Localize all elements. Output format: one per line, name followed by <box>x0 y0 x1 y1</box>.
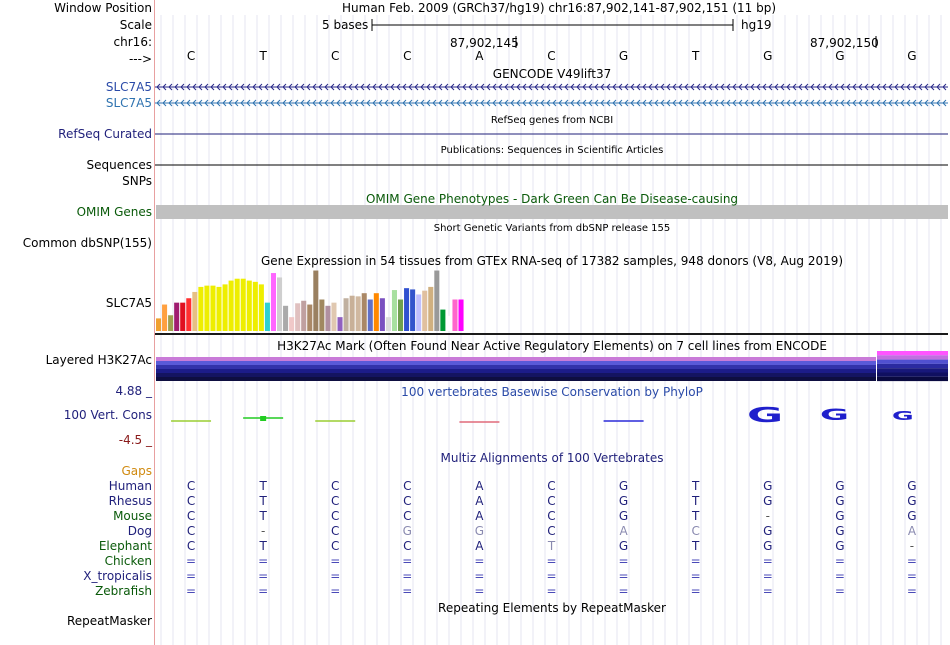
gtex-bar-23 <box>295 303 300 331</box>
alignment-base: C <box>547 524 556 538</box>
alignment-base: = <box>762 584 773 598</box>
alignment-base: = <box>546 569 557 583</box>
scale-value: 5 bases <box>322 18 369 32</box>
gaps-label: Gaps <box>121 464 152 478</box>
gtex-bar-0 <box>156 318 161 331</box>
gtex-bar-46 <box>434 271 439 331</box>
gtex-bar-44 <box>422 291 427 331</box>
alignment-base: = <box>402 584 413 598</box>
alignment-base: G <box>763 494 773 508</box>
gtex-bar-33 <box>356 296 361 331</box>
phylop-max-label: 4.88 _ <box>115 384 152 398</box>
gtex-bar-18 <box>265 303 270 331</box>
gtex-bar-43 <box>416 294 421 331</box>
alignment-base: = <box>330 584 341 598</box>
gtex-bar-30 <box>338 317 343 331</box>
gtex-bar-17 <box>259 284 264 331</box>
alignment-base: = <box>762 569 773 583</box>
snps-track-label[interactable]: SNPs <box>122 174 152 188</box>
conservation-logo-g-1: G <box>747 403 784 427</box>
alignment-base: G <box>835 509 845 523</box>
window-position-value: Human Feb. 2009 (GRCh37/hg19) chr16:87,902,141-87,902,151 (11 bp) <box>342 1 777 15</box>
gtex-bar-9 <box>210 286 215 331</box>
alignment-base: C <box>403 509 412 523</box>
alignment-base: C <box>547 509 556 523</box>
alignment-base: = <box>690 584 701 598</box>
gtex-bar-10 <box>217 287 222 331</box>
alignment-base: A <box>907 524 917 538</box>
alignment-base: G <box>763 539 773 553</box>
h3k27ac-band-right <box>877 364 948 368</box>
alignment-base: G <box>907 509 917 523</box>
alignment-base: G <box>907 479 917 493</box>
alignment-base: G <box>618 509 629 523</box>
alignment-base: T <box>259 494 267 508</box>
alignment-base: - <box>260 524 266 538</box>
repeatmasker-track-label[interactable]: RepeatMasker <box>66 614 152 628</box>
gtex-bar-41 <box>404 288 409 331</box>
alignment-base: = <box>186 584 197 598</box>
chrom-label: chr16: <box>113 35 152 49</box>
gtex-bar-50 <box>459 300 464 332</box>
alignment-base: G <box>618 539 629 553</box>
alignment-base: = <box>762 554 773 568</box>
gtex-bar-39 <box>392 290 397 331</box>
alignment-base: = <box>186 569 197 583</box>
gtex-bar-47 <box>440 310 445 331</box>
alignment-base: C <box>331 479 340 493</box>
h3k27ac-band <box>156 373 876 377</box>
alignment-base: = <box>906 569 917 583</box>
ruler-base: G <box>618 49 629 63</box>
h3k27ac-band <box>156 357 876 361</box>
alignment-base: C <box>186 494 196 508</box>
ruler-base: G <box>907 49 917 63</box>
alignment-base: = <box>834 554 845 568</box>
alignment-base: A <box>475 539 484 553</box>
alignment-base: = <box>618 554 629 568</box>
omim-gene-bar <box>156 205 948 219</box>
ruler-base: G <box>835 49 845 63</box>
ruler-base: C <box>186 49 196 63</box>
h3k27ac-band <box>156 377 876 381</box>
gtex-bar-25 <box>307 305 312 331</box>
gtex-bar-6 <box>192 292 197 331</box>
alignment-base: A <box>475 494 484 508</box>
h3k27ac-band-right <box>877 351 948 355</box>
h3k27ac-band-right <box>877 373 948 377</box>
scale-assembly: hg19 <box>741 18 772 32</box>
alignment-base: G <box>618 479 629 493</box>
gtex-bar-2 <box>168 315 173 331</box>
conservation-logo-g-2: G <box>820 405 849 424</box>
alignment-base: = <box>402 554 413 568</box>
alignment-base: G <box>402 524 412 538</box>
alignment-base: A <box>475 479 484 493</box>
gtex-bar-22 <box>289 317 294 331</box>
gtex-bar-24 <box>301 301 306 331</box>
alignment-base: G <box>763 479 773 493</box>
alignment-base: = <box>906 554 917 568</box>
gtex-bar-37 <box>380 298 385 331</box>
label-separator <box>154 0 155 645</box>
alignment-base: C <box>331 524 340 538</box>
alignment-base: C <box>186 539 196 553</box>
gtex-bar-42 <box>410 289 415 331</box>
gtex-track-label[interactable]: SLC7A5 <box>105 296 152 310</box>
alignment-base: G <box>835 539 845 553</box>
alignment-base: C <box>331 509 340 523</box>
gtex-bar-13 <box>235 279 240 331</box>
scale-label: Scale <box>119 18 152 32</box>
gtex-bar-49 <box>452 300 457 332</box>
alignment-base: T <box>259 509 267 523</box>
h3k27ac-band <box>156 365 876 369</box>
phylop-track-title[interactable]: 100 vertebrates Basewise Conservation by PhyloP <box>401 385 703 399</box>
alignment-base: G <box>907 494 917 508</box>
gencode-gene-label-2[interactable]: SLC7A5 <box>105 96 152 110</box>
alignment-base: G <box>835 524 845 538</box>
alignment-base: = <box>258 584 269 598</box>
phylop-min-label: -4.5 _ <box>118 433 152 447</box>
alignment-base: C <box>691 524 700 538</box>
gtex-bar-7 <box>198 287 203 331</box>
gtex-bar-20 <box>277 277 282 331</box>
gtex-bar-19 <box>271 273 276 331</box>
gtex-bar-1 <box>162 305 167 331</box>
alignment-base: C <box>186 524 196 538</box>
alignment-base: = <box>186 554 197 568</box>
gtex-bar-3 <box>174 303 179 331</box>
species-label-mouse: Mouse <box>113 509 152 523</box>
gtex-bar-31 <box>344 298 349 331</box>
ruler-base: A <box>475 49 484 63</box>
sequences-track-label[interactable]: Sequences <box>86 158 152 172</box>
alignment-base: T <box>259 479 267 493</box>
coordinate-label-1: 87,902,145 <box>450 36 519 50</box>
alignment-base: = <box>906 584 917 598</box>
gtex-bar-15 <box>247 281 252 331</box>
h3k27ac-band <box>156 361 876 365</box>
alignment-base: T <box>547 539 556 553</box>
alignment-base: C <box>547 494 556 508</box>
alignment-base: = <box>330 554 341 568</box>
ruler-base: T <box>692 49 700 63</box>
alignment-base: = <box>402 569 413 583</box>
alignment-base: T <box>692 494 700 508</box>
alignment-base: C <box>186 509 196 523</box>
alignment-base: G <box>763 524 773 538</box>
gtex-bar-11 <box>223 284 228 331</box>
alignment-base: C <box>403 539 412 553</box>
coordinate-label-2: 87,902,150 <box>810 36 879 50</box>
alignment-base: C <box>403 494 412 508</box>
window-position-label: Window Position <box>54 1 152 15</box>
species-label-zebrafish: Zebrafish <box>95 584 152 598</box>
gtex-bar-26 <box>313 271 318 331</box>
alignment-base: T <box>692 539 700 553</box>
alignment-base: = <box>546 584 557 598</box>
alignment-base: G <box>835 479 845 493</box>
alignment-base: A <box>475 509 484 523</box>
species-label-human: Human <box>108 479 152 493</box>
alignment-base: T <box>259 539 267 553</box>
gtex-bar-48 <box>446 316 451 331</box>
alignment-base: G <box>618 494 629 508</box>
species-label-rhesus: Rhesus <box>108 494 152 508</box>
alignment-base: = <box>834 584 845 598</box>
species-label-x_tropicalis: X_tropicalis <box>83 569 152 583</box>
alignment-base: = <box>690 569 701 583</box>
omim-track-label[interactable]: OMIM Genes <box>76 205 152 219</box>
conservation-logo-g-3: G <box>892 409 914 423</box>
alignment-base: = <box>330 569 341 583</box>
alignment-base: - <box>765 509 770 523</box>
gtex-bar-36 <box>374 293 379 331</box>
h3k27ac-band <box>156 369 876 373</box>
alignment-base: = <box>690 554 701 568</box>
ruler-base: C <box>331 49 340 63</box>
alignment-base: T <box>692 509 700 523</box>
refseq-track-title[interactable]: RefSeq genes from NCBI <box>490 115 614 126</box>
ruler-base: G <box>763 49 773 63</box>
species-label-chicken: Chicken <box>104 554 152 568</box>
gtex-bar-8 <box>204 286 209 331</box>
alignment-base: = <box>618 584 629 598</box>
refseq-track-label[interactable]: RefSeq Curated <box>58 127 152 141</box>
alignment-base: G <box>474 524 485 538</box>
alignment-base: A <box>619 524 628 538</box>
ruler-base: C <box>403 49 412 63</box>
alignment-base: C <box>547 479 556 493</box>
gtex-bar-16 <box>253 282 258 331</box>
dbsnp-track-label[interactable]: Common dbSNP(155) <box>22 236 152 250</box>
phylop-track-label[interactable]: 100 Vert. Cons <box>63 408 152 422</box>
species-label-dog: Dog <box>127 524 152 538</box>
h3k27ac-track-label[interactable]: Layered H3K27Ac <box>45 353 152 367</box>
h3k27ac-band-right <box>877 377 948 381</box>
gtex-bar-40 <box>398 300 403 332</box>
alignment-base: = <box>474 554 485 568</box>
alignment-base: G <box>835 494 845 508</box>
dbsnp-track-title[interactable]: Short Genetic Variants from dbSNP release 155 <box>433 223 671 234</box>
alignment-base: = <box>474 569 485 583</box>
gtex-bar-4 <box>180 303 185 331</box>
ruler-base: C <box>547 49 556 63</box>
alignment-base: = <box>258 554 269 568</box>
gtex-bar-21 <box>283 306 288 331</box>
h3k27ac-band-right <box>877 368 948 372</box>
alignment-base: = <box>834 569 845 583</box>
gtex-bar-35 <box>368 300 373 332</box>
alignment-base: = <box>546 554 557 568</box>
alignment-base: C <box>403 479 412 493</box>
ruler-base: T <box>259 49 267 63</box>
gtex-bar-34 <box>362 293 367 331</box>
alignment-base: C <box>331 539 340 553</box>
h3k27ac-band-right <box>877 355 948 359</box>
h3k27ac-track-title[interactable]: H3K27Ac Mark (Often Found Near Active Regulatory Elements) on 7 cell lines from ENCODE <box>277 339 827 353</box>
gtex-bar-27 <box>319 300 324 332</box>
h3k27ac-band-right <box>877 360 948 364</box>
gtex-bar-29 <box>331 303 336 331</box>
omim-track-title[interactable]: OMIM Gene Phenotypes - Dark Green Can Be Disease-causing <box>365 192 739 206</box>
strand-label: ---> <box>128 52 152 66</box>
repeatmasker-track-title[interactable]: Repeating Elements by RepeatMasker <box>438 601 666 615</box>
alignment-base: = <box>258 569 269 583</box>
gencode-gene-label-1[interactable]: SLC7A5 <box>105 80 152 94</box>
multiz-track-title[interactable]: Multiz Alignments of 100 Vertebrates <box>440 451 664 465</box>
gencode-track-title[interactable]: GENCODE V49lift37 <box>492 67 612 81</box>
gtex-bar-38 <box>386 317 391 331</box>
gtex-bar-12 <box>229 281 234 331</box>
gtex-bar-28 <box>325 306 330 331</box>
gtex-bar-45 <box>428 287 433 331</box>
sequences-track-title[interactable]: Publications: Sequences in Scientific Articles <box>440 145 664 156</box>
alignment-base: = <box>618 569 629 583</box>
alignment-base: = <box>474 584 485 598</box>
alignment-base: T <box>692 479 700 493</box>
gtex-bar-5 <box>186 298 191 331</box>
alignment-base: - <box>909 539 915 553</box>
phylop-mark <box>260 416 266 421</box>
alignment-base: C <box>186 479 196 493</box>
species-label-elephant: Elephant <box>98 539 152 553</box>
gtex-track-title[interactable]: Gene Expression in 54 tissues from GTEx RNA-seq of 17382 samples, 948 donors (V8, Aug 2019) <box>260 254 844 268</box>
gtex-bar-32 <box>350 296 355 331</box>
gtex-bar-14 <box>241 279 246 331</box>
alignment-base: C <box>331 494 340 508</box>
